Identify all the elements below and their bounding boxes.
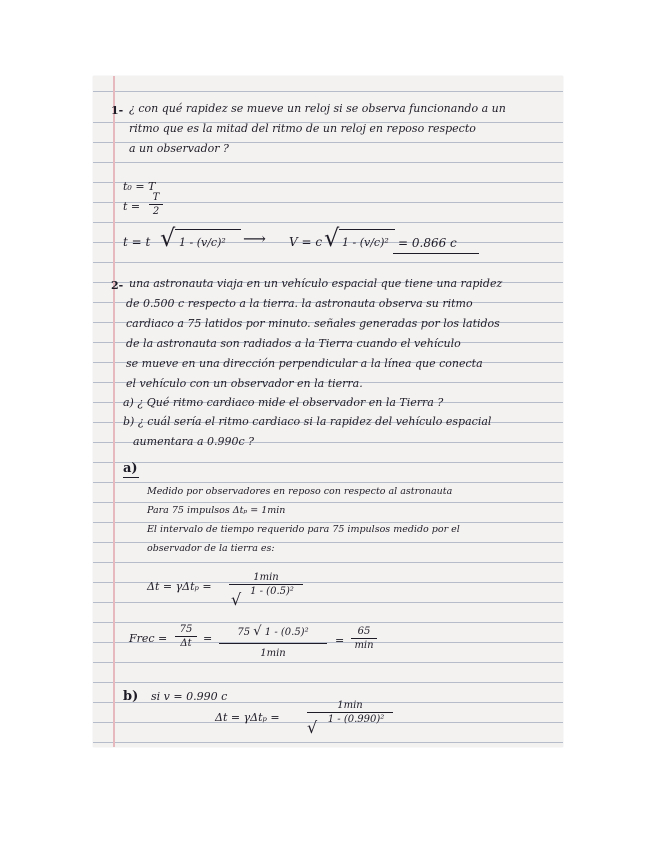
problem2-line2: de 0.500 c respecto a la tierra. la astronauta observa su ritmo: [126, 297, 473, 310]
part-a-frec-fraction3: [351, 626, 377, 651]
problem1-eq2-fraction: [149, 192, 163, 217]
problem1-line3: a un observador ?: [129, 142, 229, 155]
part-b-label: b): [123, 689, 139, 704]
part-a-frec-f1-num: 75: [179, 624, 193, 635]
part-a-frec-f2-num: 75: [237, 627, 251, 638]
problem1-eq2-left: t =: [123, 200, 141, 213]
problem2-line3: cardiaco a 75 latidos por minuto. señales generadas por los latidos: [126, 317, 500, 330]
part-b-dt-fraction: [307, 700, 393, 725]
problem2-line5: se mueve en una dirección perpendicular a la línea que conecta: [126, 357, 483, 370]
problem2-question-a: a) ¿ Qué ritmo cardiaco mide el observador en la Tierra ?: [123, 396, 444, 409]
part-a-line4: observador de la tierra es:: [147, 543, 275, 554]
part-a-frec-fraction1: [175, 624, 197, 649]
notebook-page: [93, 76, 563, 747]
problem1-eq3-root: 1 - (v/c)²: [179, 236, 226, 249]
part-a-frec-f2-den: 1min: [260, 648, 286, 659]
problem1-line1: ¿ con qué rapidez se mueve un reloj si se observa funcionando a un: [129, 102, 506, 115]
result-underline: [393, 253, 479, 254]
problem2-line6: el vehículo con un observador en la tierra.: [126, 377, 363, 390]
part-a-dt-den: 1 - (0.5)²: [250, 586, 294, 597]
sqrt-symbol: √: [324, 224, 340, 252]
part-b-dt-num: 1min: [337, 700, 363, 711]
part-a-line2: Para 75 impulsos Δtₚ = 1min: [147, 505, 286, 516]
problem1-eq1: t₀ = T: [123, 180, 156, 193]
part-b-dt-left: Δt = γΔtₚ =: [215, 711, 280, 724]
problem2-line4: de la astronauta son radiados a la Tierra cuando el vehículo: [126, 337, 461, 350]
part-a-frec-fraction2: [219, 624, 327, 659]
part-b-line1: si v = 0.990 c: [151, 690, 228, 703]
problem1-line2: ritmo que es la mitad del ritmo de un reloj en reposo respecto: [129, 122, 476, 135]
part-a-frec-left: Frec =: [129, 632, 168, 645]
problem1-number: 1-: [111, 104, 124, 117]
part-a-line3: El intervalo de tiempo requerido para 75 impulsos medido por el: [147, 524, 460, 535]
problem1-eq3: t = t: [123, 235, 151, 249]
sqrt-symbol: √: [253, 624, 262, 639]
part-b-dt-den: 1 - (0.990)²: [327, 714, 385, 725]
problem1-eq2-num: T: [152, 192, 160, 203]
problem2-question-b-line2: aumentara a 0.990c ?: [133, 435, 255, 448]
right-arrow-icon: ⟶: [243, 229, 266, 248]
part-a-frec-f2-root: 1 - (0.5)²: [264, 627, 309, 638]
problem1-eq2-den: 2: [152, 206, 160, 217]
part-a-frec-f3-den: min: [354, 640, 374, 651]
part-a-label: a): [123, 461, 138, 476]
part-a-dt-left: Δt = γΔtₚ =: [147, 580, 212, 593]
sqrt-symbol: √: [160, 224, 176, 252]
problem1-eq4-root: 1 - (v/c)²: [342, 236, 389, 249]
problem2-number: 2-: [111, 279, 124, 292]
problem1-result: = 0.866 c: [398, 236, 457, 250]
part-a-frec-equals: =: [203, 632, 213, 645]
margin-line: [113, 76, 115, 747]
sqrt-symbol: √: [231, 590, 242, 609]
part-a-frec-f3-num: 65: [357, 626, 371, 637]
part-a-dt-num: 1min: [253, 572, 279, 583]
sqrt-symbol: √: [307, 718, 318, 737]
problem2-line1: una astronauta viaja en un vehículo espacial que tiene una rapidez: [129, 277, 503, 290]
part-a-frec-equals2: =: [335, 634, 345, 647]
part-a-frec-f1-den: Δt: [180, 638, 192, 649]
part-a-line1: Medido por observadores en reposo con respecto al astronauta: [147, 486, 453, 497]
problem2-question-b-line1: b) ¿ cuál sería el ritmo cardiaco si la rapidez del vehículo espacial: [123, 415, 492, 428]
problem1-eq4-left: V = c: [289, 235, 323, 249]
